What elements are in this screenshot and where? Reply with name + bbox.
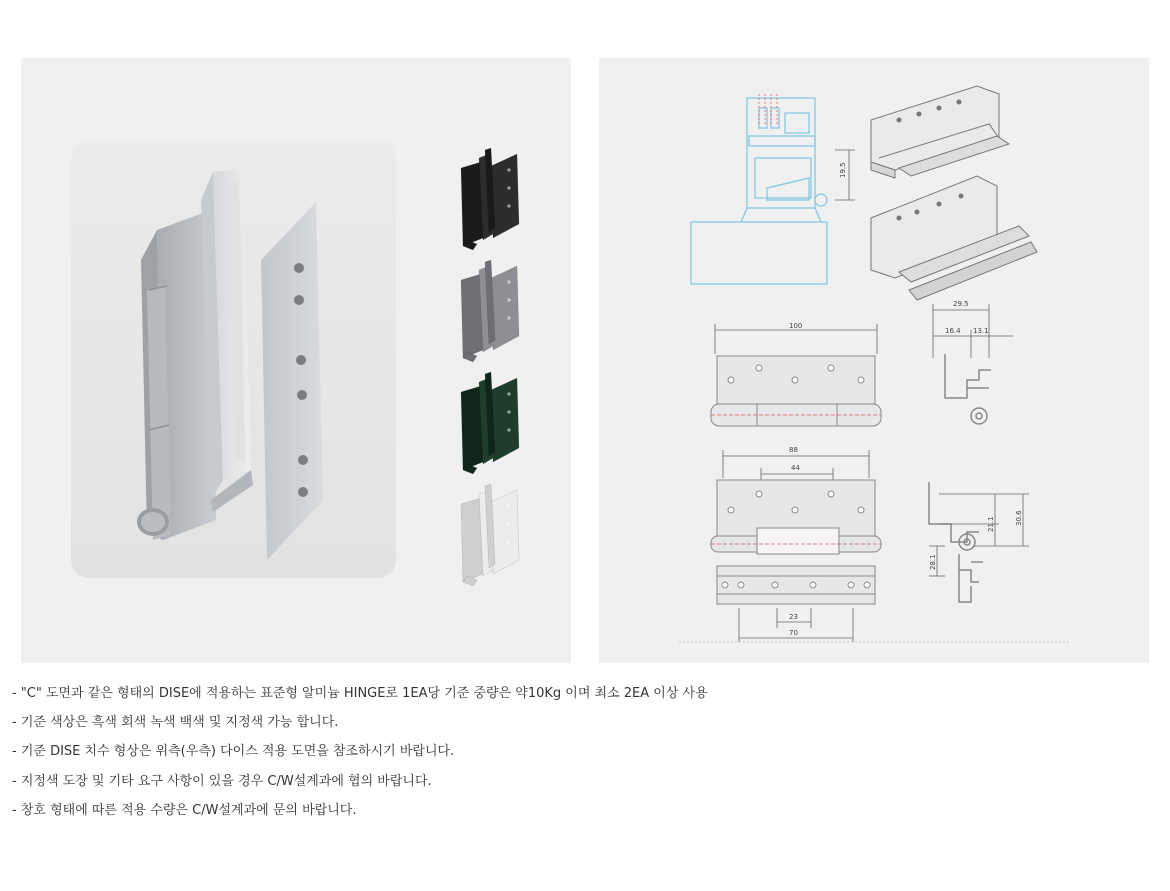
right-leaf (261, 202, 323, 560)
dim-top-width: 100 (789, 322, 803, 330)
side-view-bottom (929, 482, 983, 602)
note-custom-paint: - 지정색 도장 및 기타 요구 사항이 있을 경우 C/W설계과에 협의 바랍니다. (12, 773, 432, 789)
iso-view-top (871, 86, 1009, 178)
dim-bottom-width: 88 (789, 446, 798, 454)
technical-drawings (599, 58, 1149, 663)
front-view-top (711, 356, 881, 426)
main-hinge-illustration (71, 140, 396, 578)
side-view-top (945, 354, 991, 424)
dim-side-h1: 21.1 (987, 516, 995, 532)
iso-view-bottom (871, 176, 1037, 300)
dim-side-h3: 28.1 (929, 554, 937, 570)
dim-section: 19.5 (839, 162, 847, 178)
note-quantity: - 창호 형태에 따른 적용 수량은 C/W설계과에 문의 바랍니다. (12, 802, 357, 818)
dim-strip-hole: 23 (789, 613, 798, 621)
technical-drawing-panel (599, 58, 1149, 663)
front-view-bottom (711, 480, 881, 604)
black-hinge (461, 148, 519, 250)
dim-side-h2: 30.6 (1015, 510, 1023, 526)
dim-pin-b: 13.1 (973, 327, 989, 335)
main-hinge-photo-frame (71, 140, 396, 578)
dim-strip-width: 70 (789, 629, 798, 637)
gray-hinge (461, 260, 519, 362)
dim-pin-offset: 29.5 (953, 300, 969, 308)
dim-pin-a: 16.4 (945, 327, 961, 335)
spec-notes (12, 686, 1152, 832)
section-drawing (691, 98, 827, 284)
color-variants (451, 148, 531, 598)
dim-bottom-hole: 44 (791, 464, 800, 472)
note-dise-reference: - 기준 DISE 치수 형상은 위측(우측) 다이스 적용 도면을 참조하시기 바랍니다. (12, 744, 455, 760)
white-hinge (461, 484, 519, 586)
green-hinge (461, 372, 519, 474)
product-photo-panel (21, 58, 571, 663)
note-weight: - "C" 도면과 같은 형태의 DISE에 적용하는 표준형 알미늄 HINGE로 1EA당 기준 중량은 약10Kg 이며 최소 2EA 이상 사용 (12, 686, 708, 701)
note-colors: - 기준 색상은 흑색 회색 녹색 백색 및 지정색 가능 합니다. (12, 715, 339, 731)
